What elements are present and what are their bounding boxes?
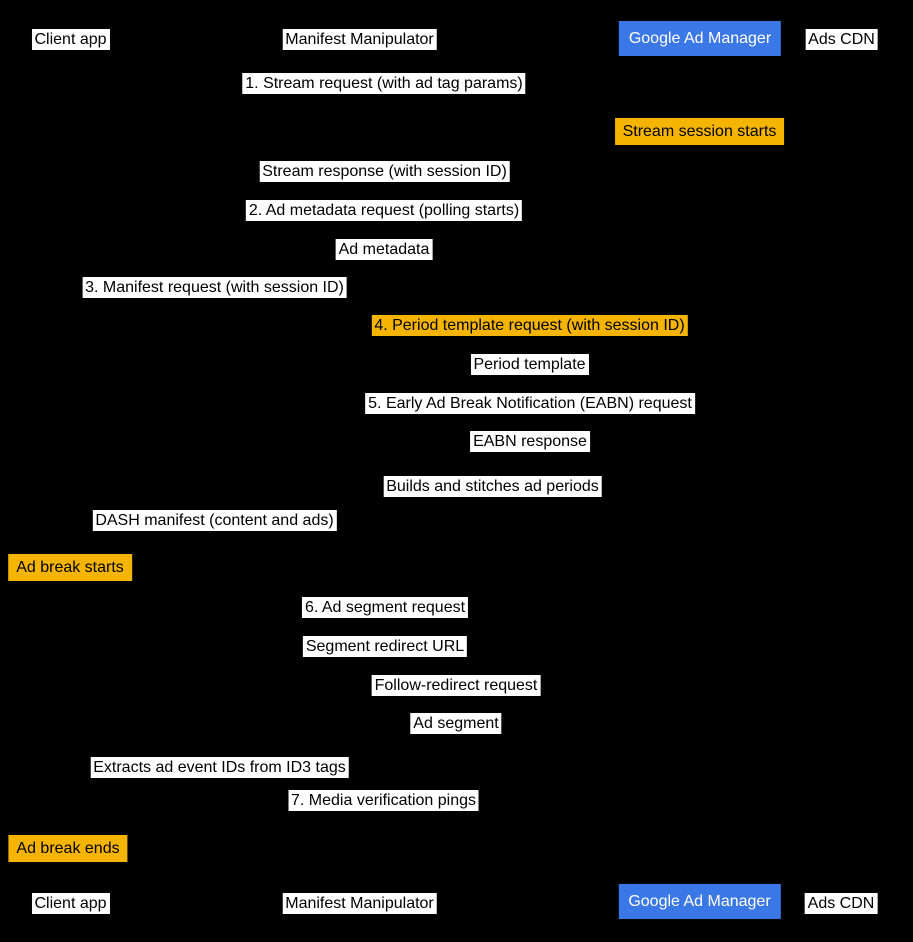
message-3-manifest-request: 3. Manifest request (with session ID) [82,277,347,298]
message-ad-metadata: Ad metadata [336,239,433,260]
message-ad-segment: Ad segment [410,713,501,734]
message-stream-response: Stream response (with session ID) [259,161,510,182]
actor-ads-cdn-top: Ads CDN [805,29,878,50]
message-follow-redirect-request: Follow-redirect request [372,675,541,696]
note-stream-session-starts: Stream session starts [615,118,785,145]
note-ad-break-starts: Ad break starts [8,554,132,581]
note-ad-break-ends: Ad break ends [8,835,127,862]
message-eabn-response: EABN response [470,431,590,452]
actor-client-app-bottom: Client app [31,893,109,914]
message-7-media-verification: 7. Media verification pings [288,790,479,811]
message-extracts-ad-event-ids: Extracts ad event IDs from ID3 tags [90,757,349,778]
actor-manifest-manipulator-bottom: Manifest Manipulator [282,893,437,914]
message-2-ad-metadata-request: 2. Ad metadata request (polling starts) [246,200,522,221]
message-1-stream-request: 1. Stream request (with ad tag params) [242,73,525,94]
message-segment-redirect-url: Segment redirect URL [303,636,467,657]
message-dash-manifest: DASH manifest (content and ads) [92,510,336,531]
message-builds-and-stitches: Builds and stitches ad periods [383,476,602,497]
actor-google-ad-manager-top: Google Ad Manager [619,21,781,56]
message-5-eabn-request: 5. Early Ad Break Notification (EABN) request [365,393,695,414]
actor-client-app-top: Client app [31,29,109,50]
message-period-template: Period template [470,354,588,375]
message-6-ad-segment-request: 6. Ad segment request [302,597,468,618]
message-4-period-template-request: 4. Period template request (with session ID) [371,315,687,336]
actor-manifest-manipulator-top: Manifest Manipulator [282,29,437,50]
actor-ads-cdn-bottom: Ads CDN [805,893,878,914]
actor-google-ad-manager-bottom: Google Ad Manager [618,884,780,919]
